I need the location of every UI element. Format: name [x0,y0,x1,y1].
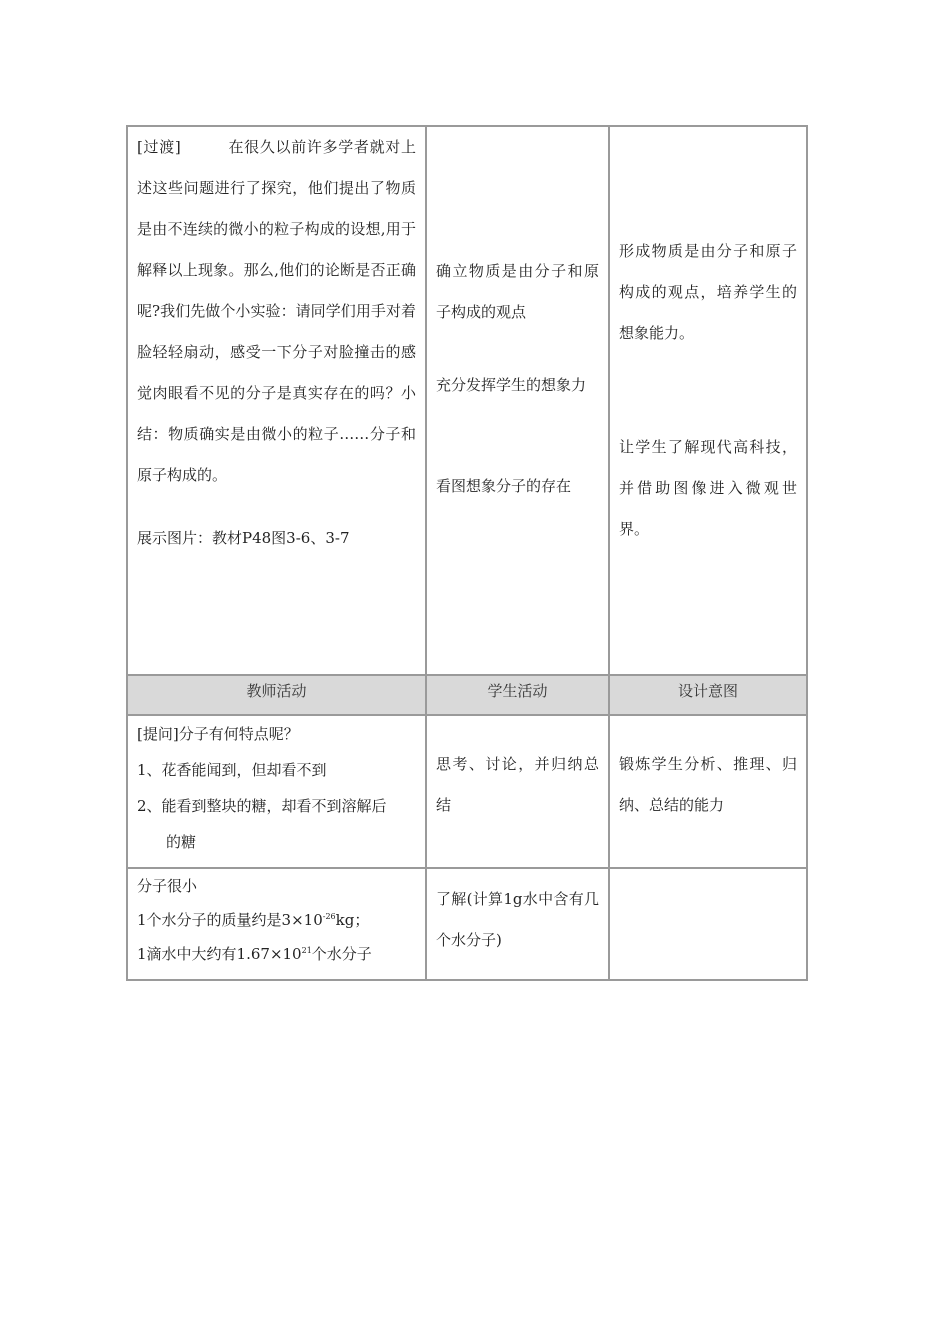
table-row [127,715,807,868]
transition-text: 在很久以前许多学者就对上述这些问题进行了探究，他们提出了物质是由不连续的微小的粒子构成的设想,用于解释以上现象。那么,他们的论断是否正确呢?我们先做个小实验：请同学们用手对着脸轻轻扇动，感受一下分子对脸撞击的感觉肉眼看不见的分子是真实存在的吗？小结：物质确实是由微小的粒子……分子和原子构成的。 [137,138,416,484]
water-drop-molecules: 1滴水中大约有$1.67\times 10^{21}$个水分子 [137,945,372,963]
student-activity-text: 了解(计算1g水中含有几个水分子) [436,890,599,949]
header-student-activity: 学生活动 [426,675,609,715]
design-intent-text: 锻炼学生分析、推理、归纳、总结的能力 [619,755,797,814]
design-intent-cell [609,126,807,675]
question-item-1: 1、花香能闻到，但却看不到 [137,761,327,779]
student-activity-2: 充分发挥学生的想象力 [436,376,587,394]
design-intent-cell [609,868,807,980]
design-intent-cell [609,715,807,868]
header-design-intent: 设计意图 [609,675,807,715]
header-teacher-activity: 教师活动 [127,675,426,715]
teacher-activity-cell [127,715,426,868]
question-item-2: 2、能看到整块的糖，却看不到溶解后 [137,797,387,815]
water-molecule-mass: 1个水分子的质量约是$3\times 10^{-26}kg$； [137,911,370,929]
table-row [127,868,807,980]
student-activity-cell [426,715,609,868]
question-item-2-cont: 的糖 [166,833,197,851]
student-activity-cell [426,868,609,980]
question-text: [提问]分子有何特点呢？ [137,725,299,743]
lesson-plan-table [126,125,808,981]
student-activity-text: 思考、讨论，并归纳总结 [436,755,599,814]
transition-paragraph [128,127,425,496]
table-row [127,126,807,675]
design-intent-1: 形成物质是由分子和原子构成的观点，培养学生的想象能力。 [619,242,797,342]
teacher-activity-cell [127,868,426,980]
table-header-row [127,675,807,715]
student-activity-cell [426,126,609,675]
transition-label: [过渡] [137,138,181,156]
show-pictures-text: 展示图片：教材P48图3-6、3-7 [137,529,350,547]
teacher-activity-cell [127,126,426,675]
student-activity-3: 看图想象分子的存在 [436,477,572,495]
design-intent-2: 让学生了解现代高科技，并借助图像进入微观世界。 [619,438,797,538]
molecule-small-heading: 分子很小 [137,877,198,895]
student-activity-1: 确立物质是由分子和原子构成的观点 [436,262,599,321]
